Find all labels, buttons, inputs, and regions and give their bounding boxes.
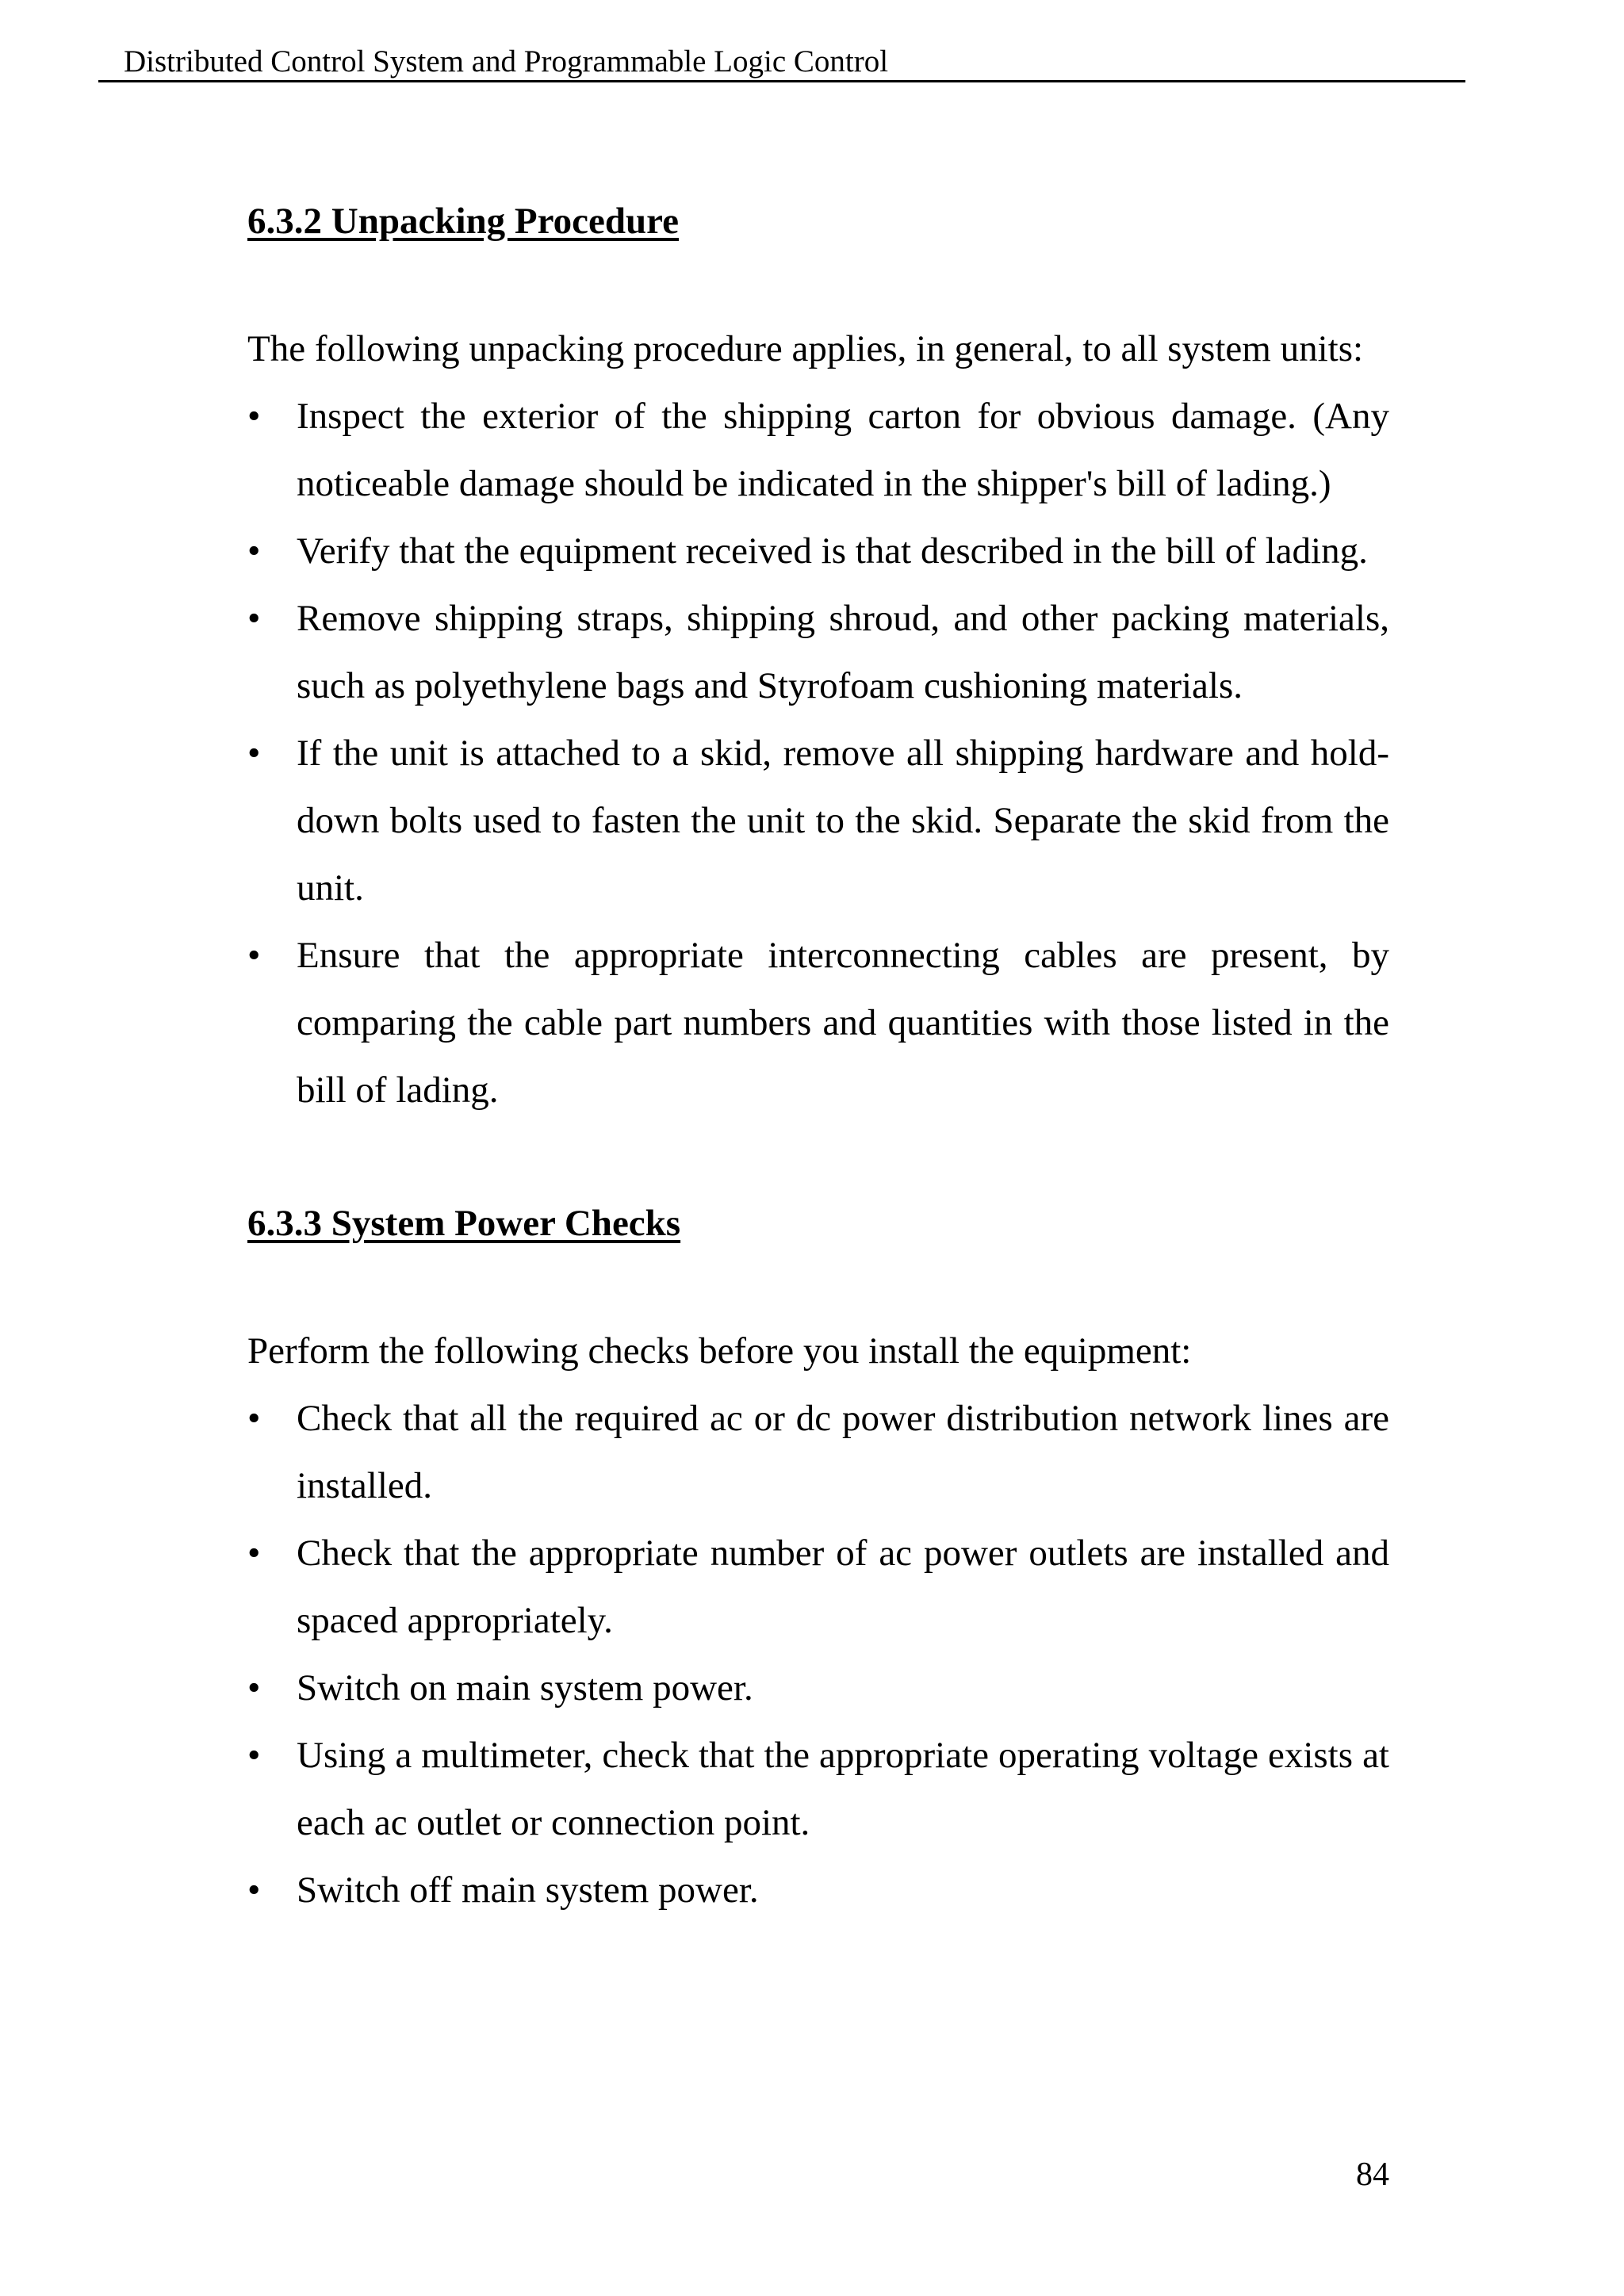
section-title-power-checks: 6.3.3 System Power Checks	[247, 1203, 681, 1244]
list-item	[247, 922, 1389, 1124]
bullet-icon: •	[247, 1735, 261, 1776]
header-title: Distributed Control System and Programmable Logic Control	[124, 44, 889, 78]
bullet-list-power-checks	[247, 1385, 1389, 1924]
list-item-text: Check that all the required ac or dc power distribution network lines are installed.	[297, 1398, 1389, 1506]
bullet-icon: •	[247, 1869, 261, 1911]
list-item	[247, 383, 1389, 518]
list-item-text: Switch on main system power.	[297, 1667, 753, 1709]
bullet-icon: •	[247, 733, 261, 774]
list-item-text: Inspect the exterior of the shipping carton for obvious damage. (Any noticeable damage should be indicated in the shipper's bill of lading.)	[297, 396, 1389, 504]
section-title-unpacking: 6.3.2 Unpacking Procedure	[247, 201, 680, 242]
document-body	[247, 190, 1389, 1924]
list-item	[247, 1857, 1389, 1924]
spacer	[247, 1124, 1389, 1192]
list-item	[247, 1655, 1389, 1722]
bullet-icon: •	[247, 935, 261, 976]
list-item-text: Ensure that the appropriate interconnecting cables are present, by comparing the cable part numbers and quantities with those listed in the bill of lading.	[297, 935, 1389, 1111]
bullet-icon: •	[247, 1398, 261, 1439]
list-item	[247, 720, 1389, 922]
bullet-icon: •	[247, 1667, 261, 1709]
page-number: 84	[1356, 2156, 1389, 2193]
bullet-icon: •	[247, 1533, 261, 1574]
bullet-icon: •	[247, 598, 261, 639]
list-item	[247, 585, 1389, 720]
list-item	[247, 1520, 1389, 1655]
list-item-text: Check that the appropriate number of ac power outlets are installed and spaced appropriately.	[297, 1533, 1389, 1641]
list-item	[247, 1722, 1389, 1857]
list-item-text: Verify that the equipment received is that described in the bill of lading.	[297, 530, 1368, 572]
bullet-list-unpacking	[247, 383, 1389, 1124]
bullet-icon: •	[247, 530, 261, 572]
section-intro-power-checks: Perform the following checks before you install the equipment:	[247, 1330, 1192, 1372]
list-item	[247, 1385, 1389, 1520]
page-header	[98, 44, 1465, 82]
section-intro-unpacking: The following unpacking procedure applies, in general, to all system units:	[247, 328, 1364, 369]
spacer	[247, 1254, 1389, 1318]
list-item-text: Using a multimeter, check that the appropriate operating voltage exists at each ac outlet or connection point.	[297, 1735, 1389, 1843]
list-item-text: Switch off main system power.	[297, 1869, 759, 1911]
spacer	[247, 252, 1389, 316]
list-item-text: Remove shipping straps, shipping shroud, and other packing materials, such as polyethylene bags and Styrofoam cushioning materials.	[297, 598, 1389, 706]
bullet-icon: •	[247, 396, 261, 437]
list-item	[247, 518, 1389, 585]
list-item-text: If the unit is attached to a skid, remove all shipping hardware and hold-down bolts used to fasten the unit to the skid. Separate the skid from the unit.	[297, 733, 1389, 909]
